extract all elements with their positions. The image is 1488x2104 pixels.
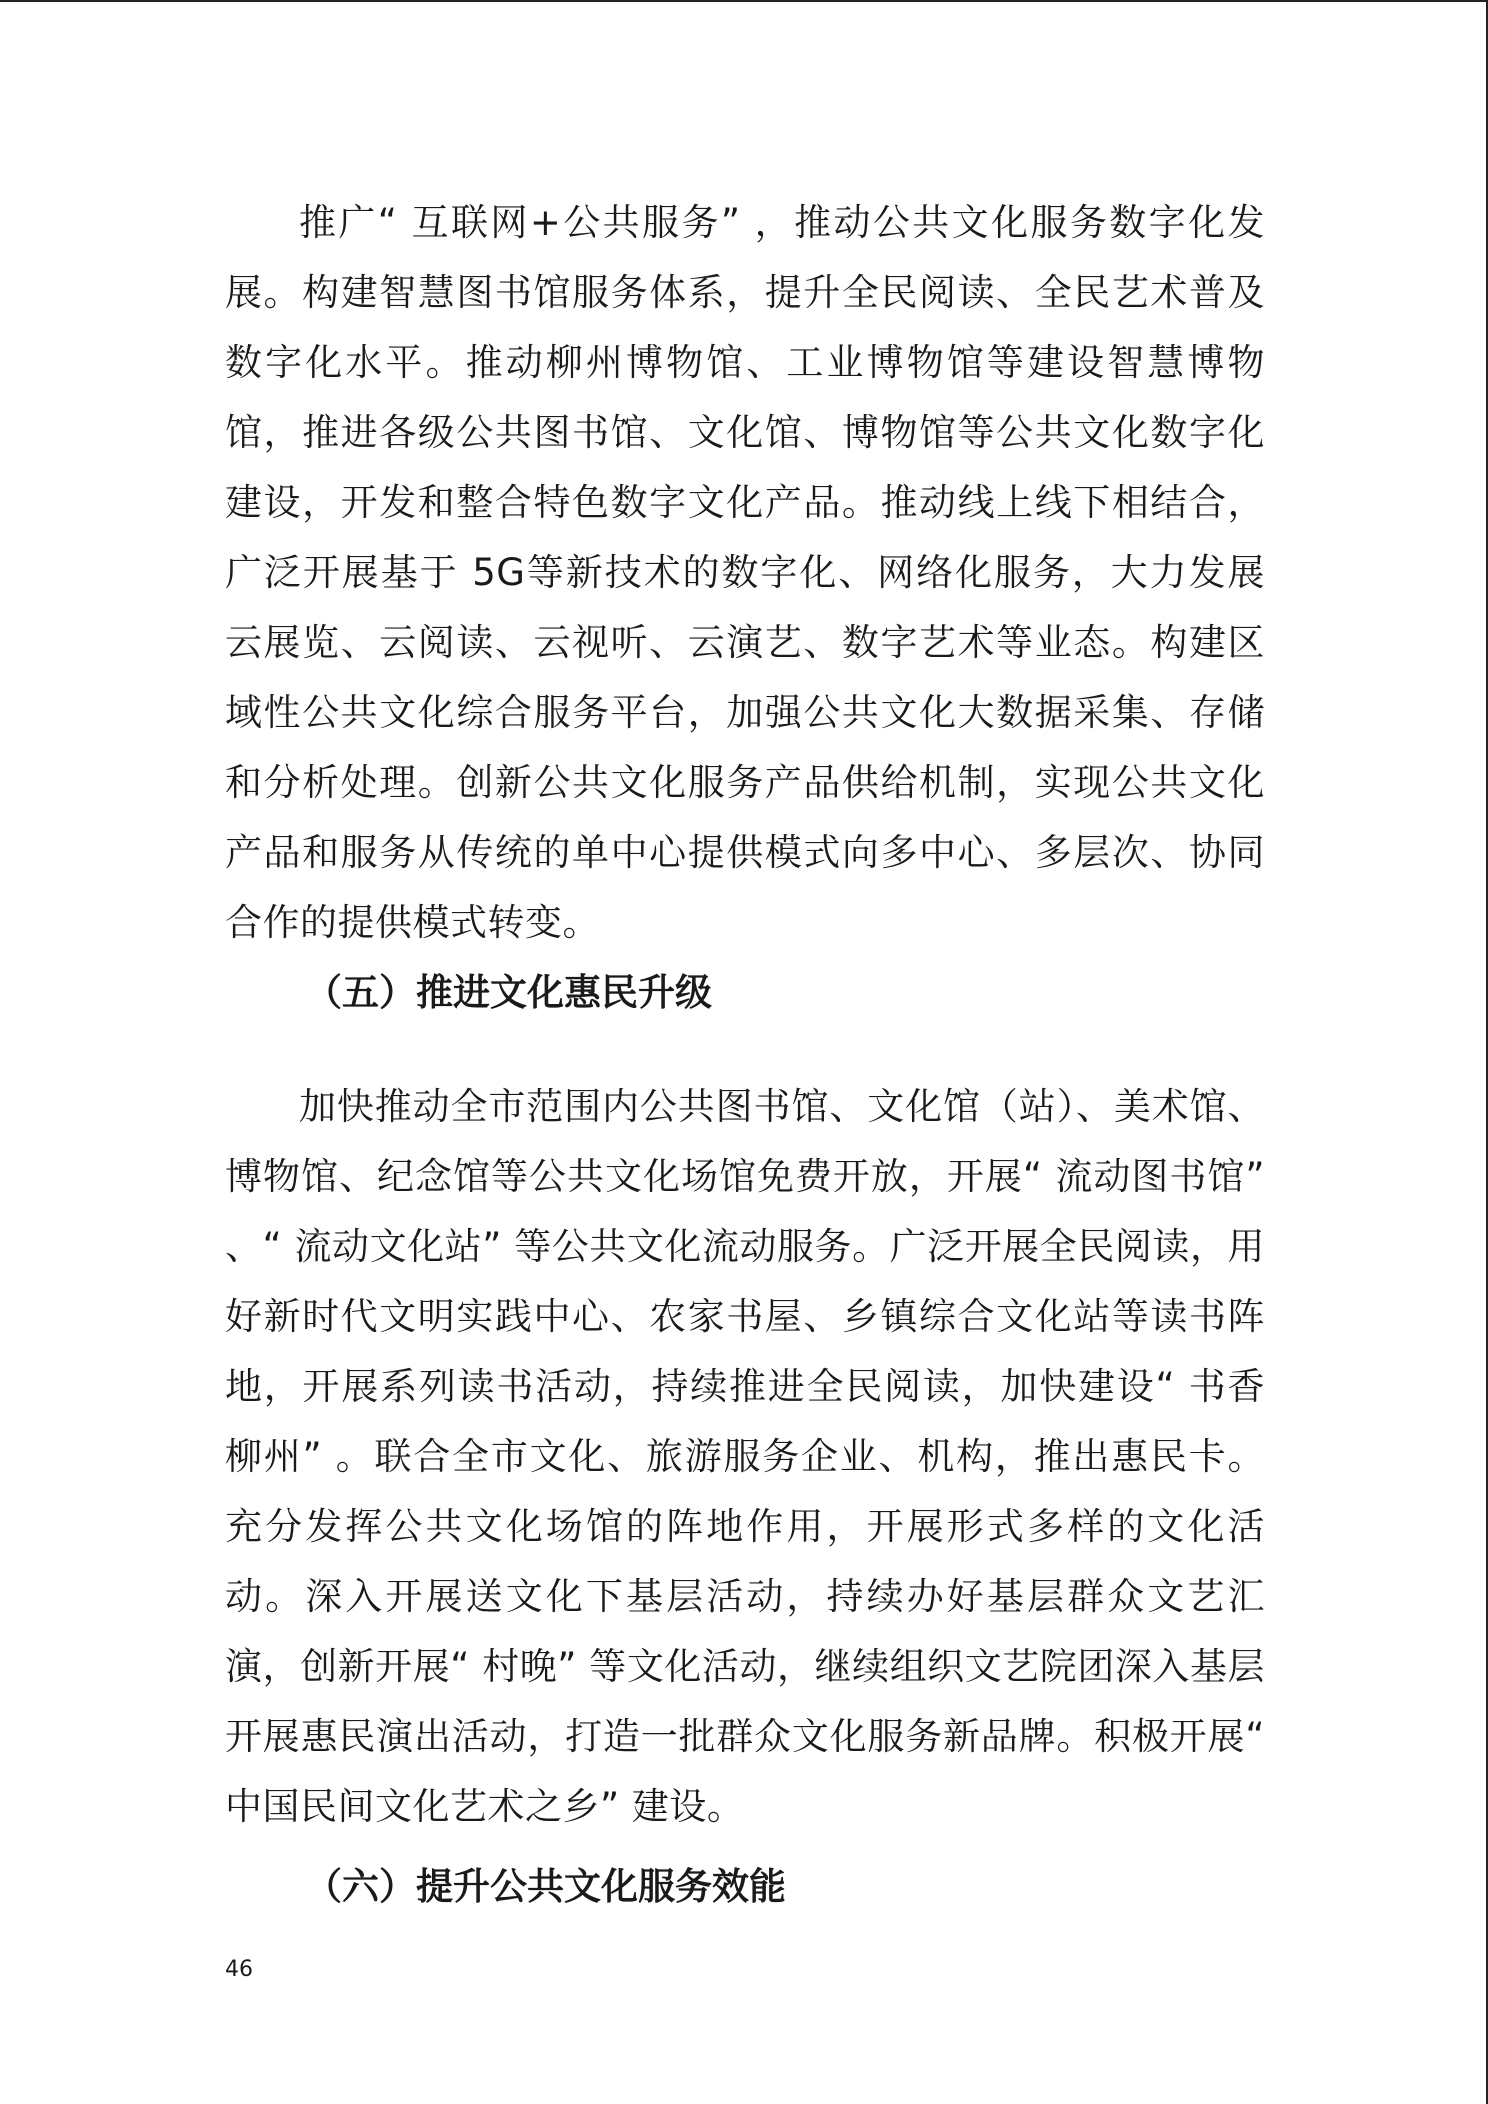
page-border-top [0,0,1488,2]
document-body [225,188,1265,1922]
section-heading-6: （六）提升公共文化服务效能 [305,1865,786,1908]
section-heading-5: （五）推进文化惠民升级 [305,971,712,1014]
page-number: 46 [225,1957,253,1982]
paragraph-digital-services: 推广“ 互联网+公共服务” ，推动公共文化服务数字化发展。构建智慧图书馆服务体系，提升全民阅读、全民艺术普及数字化水平。推动柳州博物馆、工业博物馆等建设智慧博物馆，推进各级公共图书馆、文化馆、博物馆等公共文化数字化建设，开发和整合特色数字文化产品。推动线上线下相结合，广泛开展基于 5G等新技术的数字化、网络化服务，大力发展云展览、云阅读、云视听、云演艺、数字艺术等业态。构建区域性公共文化综合服务平台，加强公共文化大数据采集、存储和分析处理。创新公共文化服务产品供给机制，实现公共文化产品和服务从传统的单中心提供模式向多中心、多层次、协同合作的提供模式转变。 [225,201,1265,944]
paragraph-cultural-benefits: 加快推动全市范围内公共图书馆、文化馆（站）、美术馆、博物馆、纪念馆等公共文化场馆免费开放，开展“ 流动图书馆” 、“ 流动文化站” 等公共文化流动服务。广泛开展全民阅读，用好新时代文明实践中心、农家书屋、乡镇综合文化站等读书阵地，开展系列读书活动，持续推进全民阅读，加快建设“ 书香柳州” 。联合全市文化、旅游服务企业、机构，推出惠民卡。充分发挥公共文化场馆的阵地作用，开展形式多样的文化活动。深入开展送文化下基层活动，持续办好基层群众文艺汇演，创新开展“ 村晚” 等文化活动，继续组织文艺院团深入基层开展惠民演出活动，打造一批群众文化服务新品牌。积极开展“ 中国民间文化艺术之乡” 建设。 [225,1085,1265,1828]
